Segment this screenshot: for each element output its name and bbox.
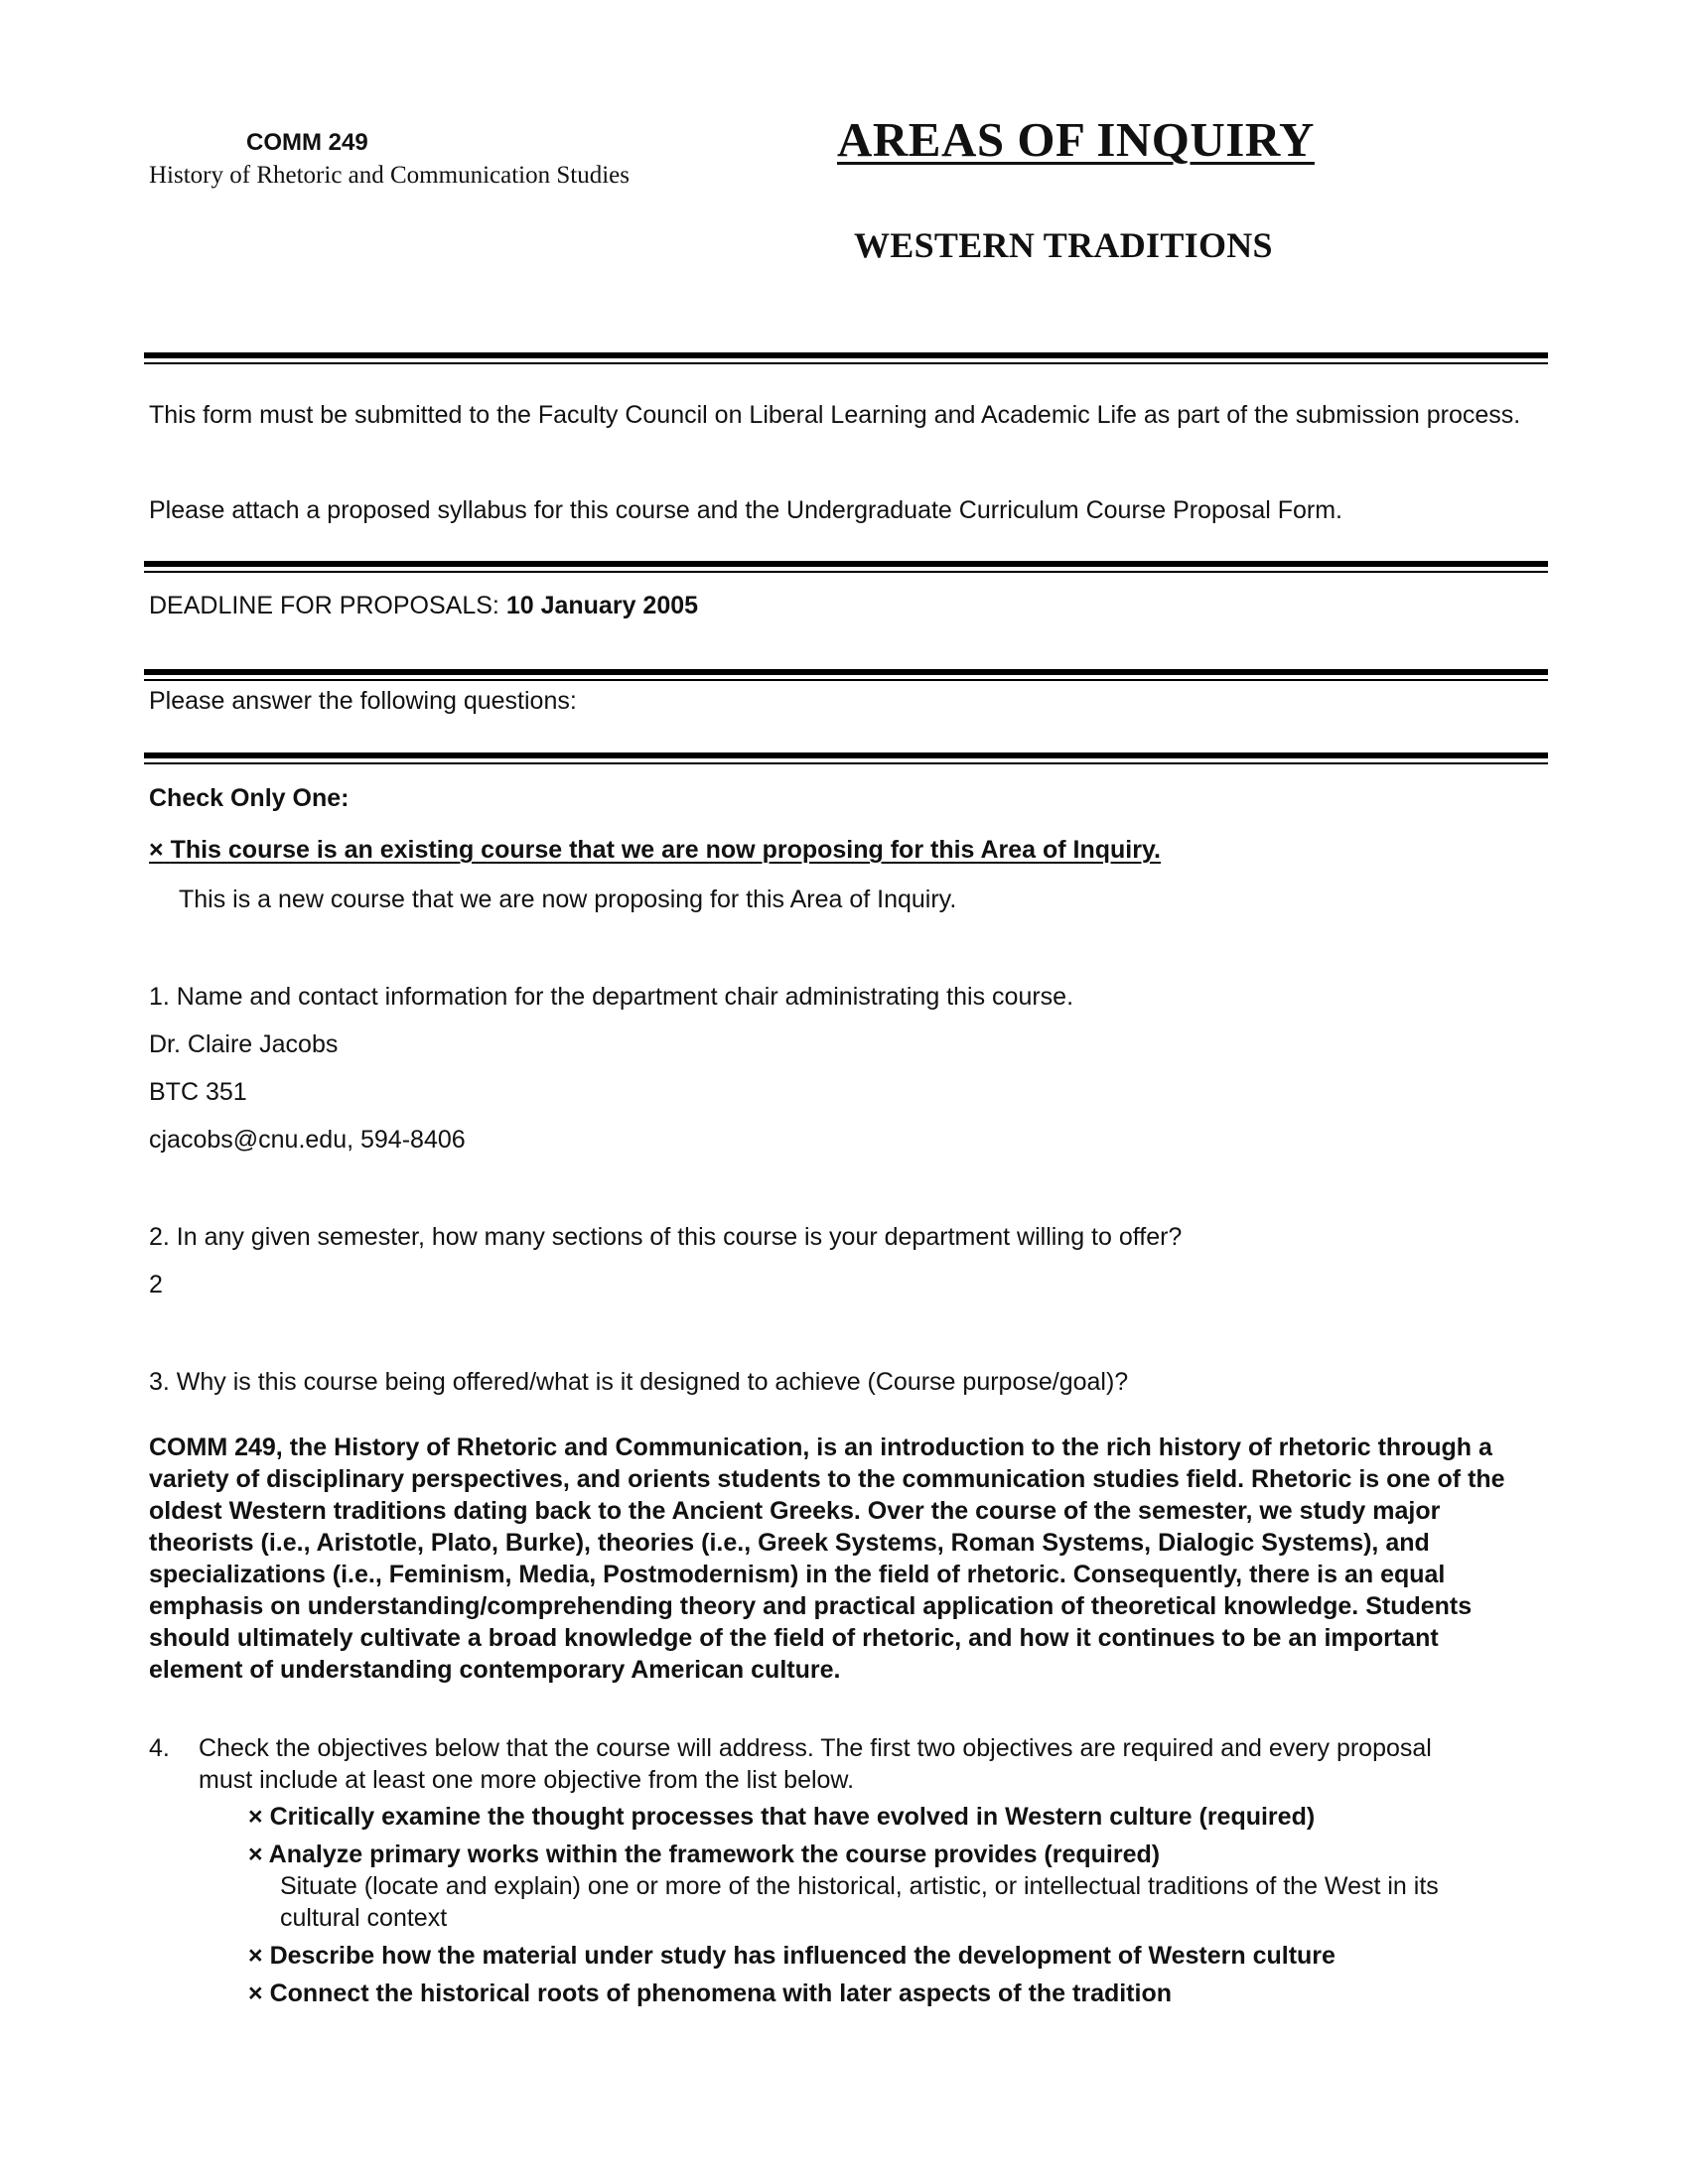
checked-x-icon: × bbox=[248, 1942, 263, 1970]
divider-rule bbox=[144, 352, 1548, 358]
instructions-text: Please answer the following questions: bbox=[149, 687, 577, 715]
objective-unchecked[interactable]: Situate (locate and explain) one or more of the historical, artistic, or intellectual traditions of the West in its cultural context bbox=[280, 1872, 1439, 1932]
deadline-date: 10 January 2005 bbox=[505, 592, 699, 619]
intro-paragraph-attach: Please attach a proposed syllabus for this course and the Undergraduate Curriculum Course Proposal Form. bbox=[149, 496, 1343, 524]
course-title: History of Rhetoric and Communication Studies bbox=[149, 162, 630, 189]
main-title: AREAS OF INQUIRY bbox=[837, 112, 1315, 167]
question-4-number: 4. bbox=[149, 1734, 170, 1762]
objective-checked[interactable] bbox=[248, 1839, 1160, 1870]
objective-checked[interactable] bbox=[248, 1801, 1315, 1833]
chair-office: BTC 351 bbox=[149, 1078, 247, 1106]
question-2: 2. In any given semester, how many sections of this course is your department willing to offer? bbox=[149, 1223, 1183, 1251]
divider-rule bbox=[144, 561, 1548, 567]
chair-contact: cjacobs@cnu.edu, 594-8406 bbox=[149, 1126, 466, 1154]
objective-label: Describe how the material under study has influenced the development of Western culture bbox=[269, 1942, 1336, 1970]
option-existing-course[interactable] bbox=[149, 836, 1161, 865]
objective-label: Connect the historical roots of phenomena with later aspects of the tradition bbox=[269, 1979, 1172, 2007]
checked-x-icon: × bbox=[248, 1803, 263, 1831]
objective-label: Critically examine the thought processes that have evolved in Western culture (required) bbox=[269, 1803, 1316, 1831]
question-4: Check the objectives below that the course will address. The first two objectives are required and every proposal must include at least one more objective from the list below. bbox=[199, 1734, 1432, 1794]
question-3: 3. Why is this course being offered/what is it designed to achieve (Course purpose/goal)? bbox=[149, 1368, 1129, 1396]
option-new-course[interactable]: This is a new course that we are now proposing for this Area of Inquiry. bbox=[179, 886, 957, 913]
answer-2: 2 bbox=[149, 1271, 163, 1298]
objective-checked[interactable] bbox=[248, 1978, 1172, 2009]
answer-3-course-purpose: COMM 249, the History of Rhetoric and Communication, is an introduction to the rich history of rhetoric through a variety of disciplinary perspectives, and orients students to the communication studies field. Rhetoric is one of the oldest Western traditions dating back to the Ancient Greeks. Over the course of the semester, we study major theorists (i.e., Aristotle, Plato, Burke), theories (i.e., Greek Systems, Roman Systems, Dialogic Systems), and specializations (i.e., Feminism, Media, Postmodernism) in the field of rhetoric. Consequently, there is an equal emphasis on understanding/comprehending theory and practical application of theoretical knowledge. Students should ultimately cultivate a broad knowledge of the field of rhetoric, and how it continues to be an important element of understanding contemporary American culture. bbox=[149, 1433, 1505, 1684]
checked-x-icon: × bbox=[149, 836, 164, 864]
checked-x-icon: × bbox=[248, 1841, 263, 1868]
course-code: COMM 249 bbox=[246, 129, 368, 156]
divider-rule bbox=[144, 669, 1548, 675]
option-existing-label: This course is an existing course that we are now proposing for this Area of Inquiry. bbox=[170, 836, 1161, 864]
checked-x-icon: × bbox=[248, 1979, 263, 2007]
subtitle: WESTERN TRADITIONS bbox=[854, 225, 1273, 265]
chair-name: Dr. Claire Jacobs bbox=[149, 1030, 339, 1058]
objective-label: Analyze primary works within the framework the course provides (required) bbox=[268, 1841, 1161, 1868]
intro-paragraph-submission: This form must be submitted to the Faculty Council on Liberal Learning and Academic Life as part of the submission process. bbox=[149, 401, 1521, 429]
check-only-one-heading: Check Only One: bbox=[149, 784, 350, 812]
divider-rule bbox=[144, 752, 1548, 758]
question-1: 1. Name and contact information for the department chair administrating this course. bbox=[149, 983, 1074, 1011]
deadline-line bbox=[149, 590, 698, 621]
deadline-label: DEADLINE FOR PROPOSALS: bbox=[149, 592, 499, 619]
objective-checked[interactable] bbox=[248, 1940, 1336, 1972]
